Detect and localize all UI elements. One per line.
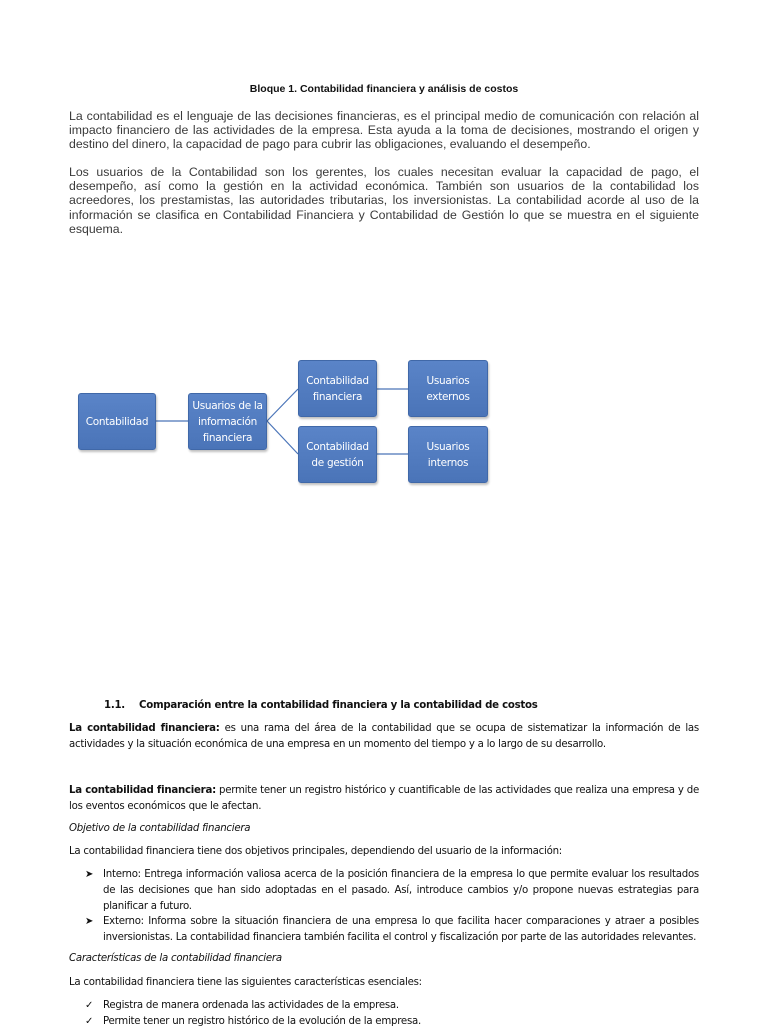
checkmark-icon: ✓ [85,1016,94,1027]
node-contabilidad-financiera-label: Contabilidad financiera [306,374,369,403]
node-usuarios-externos-label: Usuarios externos [426,374,470,403]
node-usuarios-internos [408,426,488,483]
node-contabilidad-gestion-label: Contabilidad de gestión [306,440,369,469]
objetivo-intro: La contabilidad financiera tiene dos objetivos principales, dependiendo del usuario de la información: [69,846,562,857]
checkmark-icon: ✓ [85,1000,94,1011]
node-contabilidad-gestion [298,426,377,483]
objetivo-heading: Objetivo de la contabilidad financiera [69,823,251,834]
section-number: 1.1. [104,700,125,711]
caracteristicas-heading: Características de la contabilidad financiera [69,953,282,964]
caracteristicas-intro: La contabilidad financiera tiene las siguientes características esenciales: [69,977,422,988]
list-item [85,1014,699,1030]
caracteristica-item-2: Permite tener un registro histórico de la evolución de la empresa. [103,1016,421,1027]
node-usuarios-internos-label: Usuarios internos [426,440,470,469]
list-item [85,867,699,915]
node-contabilidad-label: Contabilidad [85,415,149,428]
document-title: Bloque 1. Contabilidad financiera y análisis de costos [249,83,519,95]
list-item [85,998,699,1014]
node-usuarios-informacion [188,393,267,450]
arrow-bullet-icon: ➤ [85,869,94,880]
definition-1-text: es una rama del área de la contabilidad que se ocupa de sistematizar la información de las actividades y la situación económica de una empresa en un momento del tiempo y a lo largo de su desarrollo. [69,723,699,750]
definition-1-term: La contabilidad financiera: [69,723,220,734]
node-contabilidad [78,393,156,450]
definition-paragraph-2 [69,783,699,815]
caracteristica-item-1: Registra de manera ordenada las actividades de la empresa. [103,1000,399,1011]
arrow-bullet-icon: ➤ [85,916,94,927]
node-usuarios-informacion-label: Usuarios de la información financiera [192,399,263,444]
objetivo-item-interno: Interno: Entrega información valiosa acerca de la posición financiera de la empresa lo que permite evaluar los resultados de las decisiones que han sido adoptadas en el pasado. Así, introduce cambios y/o propone nuevas estrategias para planificar a futuro. [103,869,699,912]
intro-paragraph-1: La contabilidad es el lenguaje de las decisiones financieras, es el principal medio de comunicación con relación al impacto financiero de las actividades de la empresa. Esta ayuda a la toma de decisiones, mostrando el origen y destino del dinero, la capacidad de pago para cubrir las obligaciones, evaluando el desempeño. [69,109,699,152]
definition-2-term: La contabilidad financiera: [69,785,216,796]
list-item [85,914,699,946]
definition-paragraph-1 [69,721,699,753]
definition-2-text: permite tener un registro histórico y cuantificable de las actividades que realiza una empresa y de los eventos económicos que le afectan. [69,785,699,812]
objetivo-item-externo: Externo: Informa sobre la situación financiera de una empresa lo que facilita hacer comparaciones y atraer a posibles inversionistas. La contabilidad financiera también facilita el control y fiscalización por parte de las autoridades relevantes. [103,916,699,943]
node-usuarios-externos [408,360,488,417]
node-contabilidad-financiera [298,360,377,417]
intro-paragraph-2: Los usuarios de la Contabilidad son los gerentes, los cuales necesitan evaluar la capacidad de pago, el desempeño, así como la gestión en la actividad económica. También son usuarios de la contabilidad los acreedores, los prestamistas, las autoridades tributarias, los inversionistas. La contabilidad acorde al uso de la información se clasifica en Contabilidad Financiera y Contabilidad de Gestión lo que se muestra en el siguiente esquema. [69,165,699,236]
section-heading: Comparación entre la contabilidad financiera y la contabilidad de costos [139,700,538,711]
